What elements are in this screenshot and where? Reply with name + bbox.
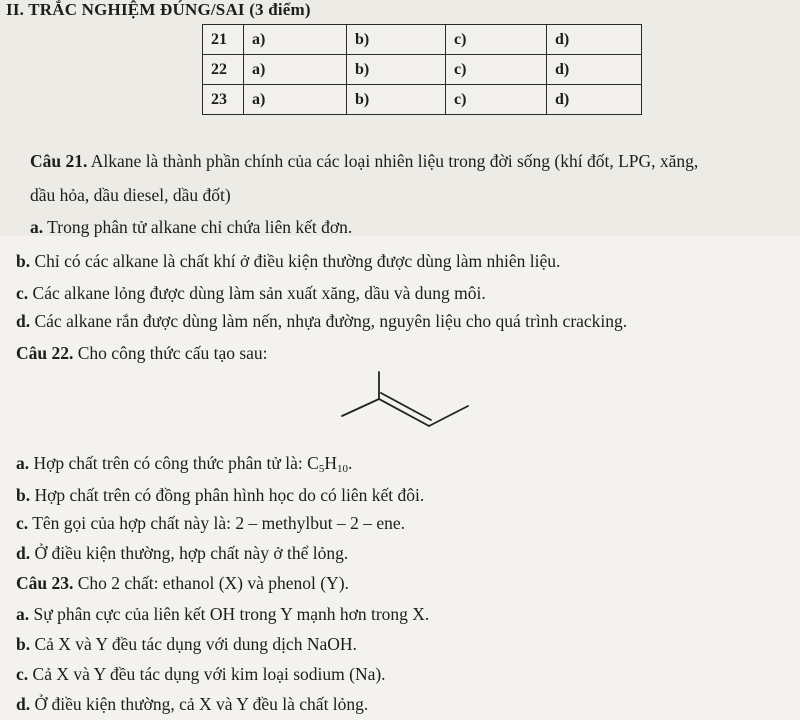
q22-option-b: b. Hợp chất trên có đồng phân hình học do có liên kết đôi. — [16, 485, 425, 505]
answer-cell-c: c) — [446, 25, 547, 55]
answer-cell-d: d) — [547, 25, 642, 55]
answer-table — [202, 24, 642, 115]
q23-stem-text: Cho 2 chất: ethanol (X) và phenol (Y). — [73, 573, 349, 593]
q23-option-b: b. Cả X và Y đều tác dụng với dung dịch NaOH. — [16, 634, 357, 654]
q23-option-a: a. Sự phân cực của liên kết OH trong Y mạnh hơn trong X. — [16, 604, 430, 624]
q21-option-b: b. Chỉ có các alkane là chất khí ở điều kiện thường được dùng làm nhiên liệu. — [16, 251, 561, 271]
formula-sub-10: 10 — [336, 463, 348, 475]
answer-cell-a: a) — [244, 25, 347, 55]
q22-stem-text: Cho công thức cấu tạo sau: — [73, 343, 268, 363]
answer-cell-b: b) — [347, 85, 446, 115]
formula-sub-5: 5 — [318, 463, 325, 475]
answer-cell-a: a) — [244, 55, 347, 85]
q21-stem-line2: dầu hỏa, dầu diesel, dầu đốt) — [30, 185, 231, 205]
methyl-bond-left — [342, 399, 379, 416]
formula-h: H — [324, 453, 337, 473]
q21-option-a: a. Trong phân tử alkane chỉ chứa liên kết đơn. — [30, 217, 353, 237]
q22-option-c: c. Tên gọi của hợp chất này là: 2 – methylbut – 2 – ene. — [16, 513, 405, 533]
q23-option-d: d. Ở điều kiện thường, cả X và Y đều là chất lỏng. — [16, 694, 369, 714]
q23-label: Câu 23. — [16, 573, 74, 593]
row-number: 23 — [203, 85, 244, 115]
double-bond-line-1 — [379, 399, 429, 426]
table-row — [203, 55, 642, 85]
answer-cell-b: b) — [347, 55, 446, 85]
section-title: II. TRẮC NGHIỆM ĐÚNG/SAI (3 điểm) — [6, 0, 311, 19]
row-number: 22 — [203, 55, 244, 85]
q22-option-a-text: Hợp chất trên có công thức phân tử là: C — [33, 453, 319, 473]
q22-option-d: d. Ở điều kiện thường, hợp chất này ở thể lỏng. — [16, 543, 349, 563]
answer-cell-b: b) — [347, 25, 446, 55]
q22-stem — [16, 342, 268, 364]
q23-stem — [16, 572, 349, 594]
skeletal-structure-diagram — [338, 366, 478, 436]
q22-option-a — [16, 452, 352, 480]
formula-end: . — [347, 453, 353, 473]
q22-label: Câu 22. — [16, 343, 74, 363]
q21-option-d: d. Các alkane rắn được dùng làm nến, nhựa đường, nguyên liệu cho quá trình cracking. — [16, 311, 628, 331]
q21-label: Câu 21. — [30, 151, 88, 171]
q21-stem-text: Alkane là thành phần chính của các loại nhiên liệu trong đời sống (khí đốt, LPG, xăng, — [87, 151, 699, 171]
answer-cell-c: c) — [446, 85, 547, 115]
table-row — [203, 85, 642, 115]
q23-option-c: c. Cả X và Y đều tác dụng với kim loại sodium (Na). — [16, 664, 386, 684]
q21-option-c: c. Các alkane lỏng được dùng làm sản xuất xăng, dầu và dung môi. — [16, 283, 486, 303]
answer-cell-d: d) — [547, 55, 642, 85]
row-number: 21 — [203, 25, 244, 55]
ethyl-end-bond — [429, 406, 468, 426]
q21-stem-line1 — [30, 150, 698, 172]
q22-option-a-prefix: a. — [16, 453, 30, 473]
answer-cell-c: c) — [446, 55, 547, 85]
answer-cell-d: d) — [547, 85, 642, 115]
answer-cell-a: a) — [244, 85, 347, 115]
table-row — [203, 25, 642, 55]
double-bond-line-2 — [381, 393, 431, 420]
